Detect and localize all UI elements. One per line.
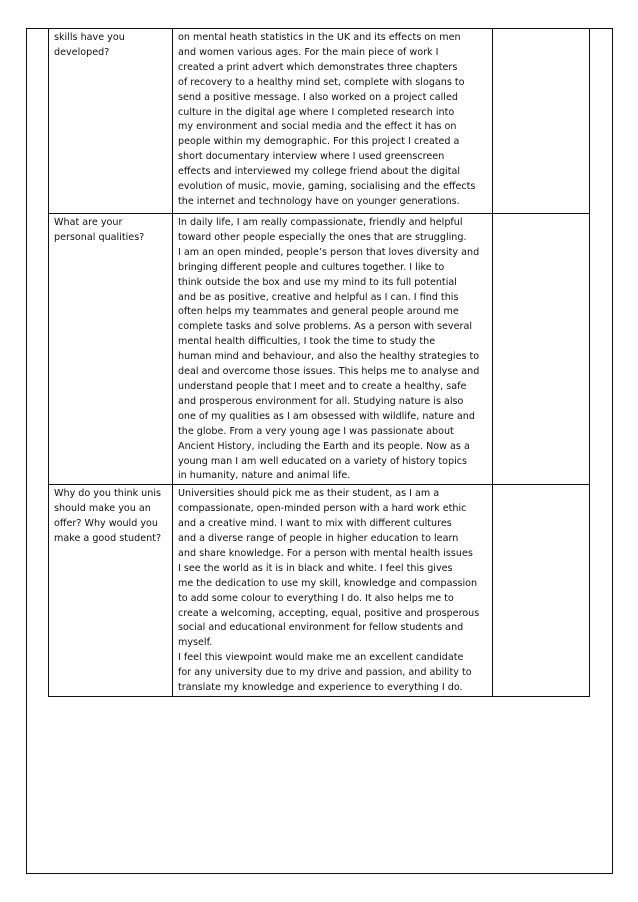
answer-line: In daily life, I am really compassionate, friendly and helpful xyxy=(178,217,463,228)
question-line: offer? Why would you xyxy=(54,518,158,530)
answer-line: of recovery to a healthy mind set, complete with slogans to xyxy=(178,76,465,88)
table-row xyxy=(49,485,590,697)
answer-line: think outside the box and use my mind to its full potential xyxy=(178,276,457,288)
question-line: What are your xyxy=(54,217,123,228)
answer-line: myself. xyxy=(178,637,213,649)
question-cell xyxy=(49,29,173,214)
answer-line: for any university due to my drive and passion, and ability to xyxy=(178,667,472,679)
answer-line: deal and overcome those issues. This helps me to analyse and xyxy=(178,366,480,378)
answer-line: bringing different people and cultures together. I like to xyxy=(178,261,445,273)
answer-line: complete tasks and solve problems. As a person with several xyxy=(178,321,473,333)
answer-line: I feel this viewpoint would make me an excellent candidate xyxy=(178,652,464,664)
answer-line: people within my demographic. For this project I created a xyxy=(178,136,460,148)
question-cell xyxy=(49,485,173,697)
answer-line: human mind and behaviour, and also the healthy strategies to xyxy=(178,351,480,363)
answer-line: mental health difficulties, I took the time to study the xyxy=(178,336,436,348)
empty-cell xyxy=(493,485,590,697)
answer-line: to add some colour to everything I do. It also helps me to xyxy=(178,592,454,604)
question-line: make a good student? xyxy=(54,533,162,545)
answer-line: compassionate, open-minded person with a hard work ethic xyxy=(178,503,467,515)
answer-line: translate my knowledge and experience to everything I do. xyxy=(178,682,463,694)
answer-line: I see the world as it is in black and white. I feel this gives xyxy=(178,562,453,574)
answer-line: evolution of music, movie, gaming, socialising and the effects xyxy=(178,181,476,193)
answer-line: the globe. From a very young age I was passionate about xyxy=(178,425,454,437)
answer-line: the internet and technology have on younger generations. xyxy=(178,195,460,207)
answer-line: on mental heath statistics in the UK and its effects on men xyxy=(178,32,461,43)
answer-cell xyxy=(173,485,493,697)
answer-line: one of my qualities as I am obsessed with wildlife, nature and xyxy=(178,410,475,422)
table-body xyxy=(49,29,590,697)
answer-line: send a positive message. I also worked on a project called xyxy=(178,91,458,103)
question-line: should make you an xyxy=(54,503,151,515)
answer-cell xyxy=(173,214,493,485)
answer-line: often helps my teammates and general people around me xyxy=(178,306,459,318)
answer-line: I am an open minded, people’s person that loves diversity and xyxy=(178,246,480,258)
answer-line: and women various ages. For the main piece of work I xyxy=(178,46,439,58)
table-row xyxy=(49,29,590,214)
answer-line: Ancient History, including the Earth and its people. Now as a xyxy=(178,440,470,452)
question-line: Why do you think unis xyxy=(54,488,161,500)
answer-line: toward other people especially the ones that are struggling. xyxy=(178,231,467,243)
question-line: developed? xyxy=(54,46,110,58)
answer-line: short documentary interview where I used greenscreen xyxy=(178,151,445,163)
empty-cell xyxy=(493,29,590,214)
question-line: personal qualities? xyxy=(54,231,145,243)
answer-line: culture in the digital age where I completed research into xyxy=(178,106,455,118)
personal-statement-table xyxy=(48,28,590,697)
answer-line: understand people that I meet and to create a healthy, safe xyxy=(178,380,467,392)
answer-cell xyxy=(173,29,493,214)
answer-line: and a diverse range of people in higher education to learn xyxy=(178,533,459,545)
answer-line: and prosperous environment for all. Studying nature is also xyxy=(178,395,464,407)
answer-line: created a print advert which demonstrates three chapters xyxy=(178,61,458,73)
table-row xyxy=(49,214,590,485)
answer-line: Universities should pick me as their student, as I am a xyxy=(178,488,440,500)
question-cell xyxy=(49,214,173,485)
answer-line: social and educational environment for fellow students and xyxy=(178,622,464,634)
answer-line: me the dedication to use my skill, knowledge and compassion xyxy=(178,577,478,589)
answer-line: effects and interviewed my college friend about the digital xyxy=(178,166,461,178)
empty-cell xyxy=(493,214,590,485)
answer-line: young man I am well educated on a variety of history topics xyxy=(178,455,468,467)
answer-line: and be as positive, creative and helpful as I can. I find this xyxy=(178,291,459,303)
answer-line: my environment and social media and the effect it has on xyxy=(178,121,457,133)
answer-line: in humanity, nature and animal life. xyxy=(178,470,351,482)
answer-line: create a welcoming, accepting, equal, positive and prosperous xyxy=(178,607,480,619)
answer-line: and a creative mind. I want to mix with different cultures xyxy=(178,518,452,530)
answer-line: and share knowledge. For a person with mental health issues xyxy=(178,547,473,559)
question-line: skills have you xyxy=(54,32,125,43)
